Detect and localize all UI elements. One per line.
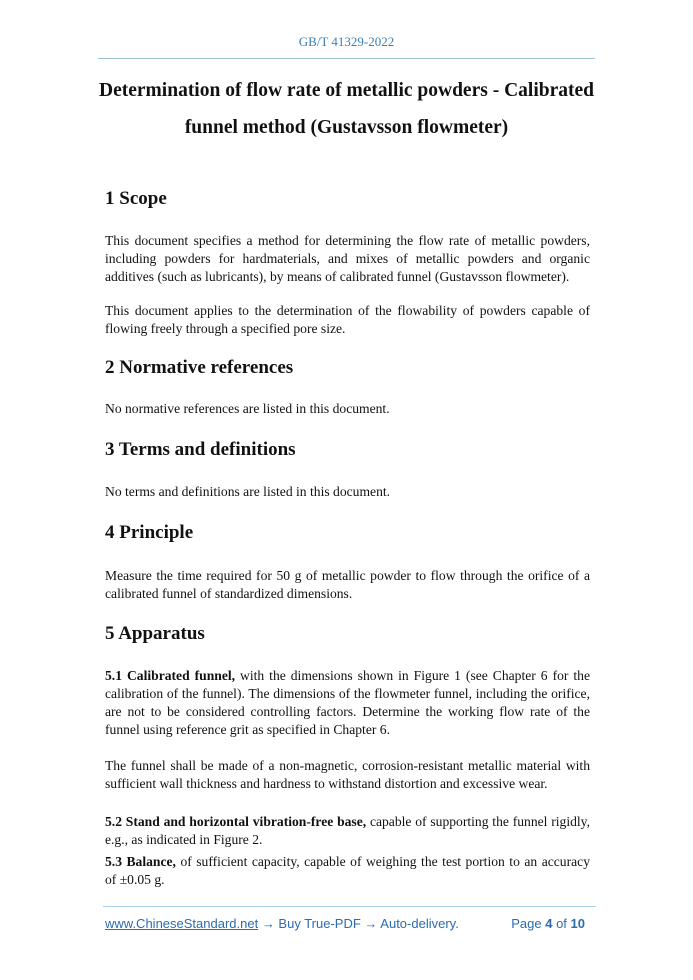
clause-5-1-text: with the dimensions shown in Figure 1 (see Chapter 6 for the calibration of the funnel). The dimensions of the flowmeter funnel, including the orifice, are not to be considered controlling factors. Determine the working flow rate of the funnel using reference grit as specified in Chapter 6. [105,668,590,737]
scope-paragraph-1: This document specifies a method for determining the flow rate of metallic powders, including powders for hardmaterials, and mixes of metallic powders and organic additives (such as lubricants), by means of calibrated funnel (Gustavsson flowmeter). [105,233,590,284]
apparatus-paragraph-2: The funnel shall be made of a non-magnetic, corrosion-resistant metallic material with sufficient wall thickness and hardness to withstand distortion and excessive wear. [105,758,590,791]
running-header: GB/T 41329-2022 [298,34,395,49]
principle-text: Measure the time required for 50 g of metallic powder to flow through the orifice of a calibrated funnel of standardized dimensions. [105,568,590,601]
page-number: 4 [545,916,553,931]
footer-promo: → Buy True-PDF → Auto-delivery. [258,916,459,931]
page-indicator [511,916,585,931]
footer-divider [103,906,596,907]
footer [105,916,585,931]
scope-paragraph-2: This document applies to the determination of the flowability of powders capable of flowing freely through a specified pore size. [105,303,590,336]
clause-5-3-text: of sufficient capacity, capable of weighing the test portion to an accuracy of ±0.05 g. [105,854,590,887]
website-link[interactable]: www.ChineseStandard.net [105,916,259,931]
page-total: 10 [570,916,585,931]
heading-terms-definitions: 3 Terms and definitions [105,439,296,460]
heading-scope: 1 Scope [105,188,167,209]
clause-5-2 [105,813,590,849]
heading-principle: 4 Principle [105,522,194,543]
clause-5-2-label: 5.2 Stand and horizontal vibration-free base, [105,814,367,829]
terms-definitions-text: No terms and definitions are listed in this document. [105,484,391,499]
clause-5-1-label: 5.1 Calibrated funnel, [105,668,236,683]
heading-apparatus: 5 Apparatus [105,623,205,644]
clause-5-1 [105,667,590,739]
heading-normative-references: 2 Normative references [105,357,294,378]
document-title-line1: Determination of flow rate of metallic powders - Calibrated [99,80,594,101]
header-divider [98,58,595,59]
clause-5-3 [105,853,590,889]
clause-5-2-text: capable of supporting the funnel rigidly, e.g., as indicated in Figure 2. [105,814,590,847]
clause-5-3-label: 5.3 Balance, [105,854,176,869]
of-word: of [552,916,571,931]
page-word: Page [511,916,546,931]
document-title-line2: funnel method (Gustavsson flowmeter) [184,117,509,138]
normative-references-text: No normative references are listed in this document. [105,401,390,416]
